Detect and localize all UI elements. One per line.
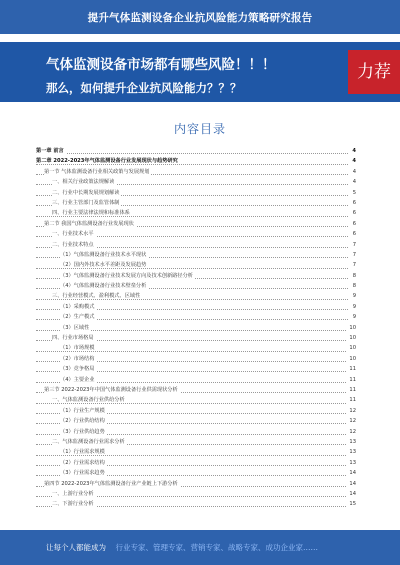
- toc-entry-text: （1）行业需求规模: [60, 449, 105, 456]
- toc-entry-text: （3）竞争格局: [60, 366, 95, 373]
- toc-entry-text: 第一章 前言: [36, 148, 64, 154]
- toc-page-number: 13: [347, 437, 356, 447]
- report-title: 提升气体监测设备企业抗风险能力策略研究报告: [87, 12, 313, 24]
- toc-page-number: 8: [351, 271, 356, 281]
- toc-page-number: 9: [351, 291, 356, 301]
- recommend-badge: 力荐: [348, 50, 400, 94]
- banner-headline: 气体监测设备市场都有哪些风险！！！: [46, 57, 276, 73]
- toc-entry[interactable]: [36, 167, 356, 177]
- toc-page-number: 7: [351, 240, 356, 250]
- toc-page-number: 9: [351, 312, 356, 322]
- toc-entry[interactable]: [36, 427, 356, 437]
- toc-entry-text: （1）采购模式: [60, 303, 95, 310]
- toc-page-number: 6: [351, 229, 356, 239]
- toc-entry-text: （1）行业生产规模: [60, 407, 105, 414]
- header-separator: [0, 34, 400, 42]
- toc-entry-text: （2）国内外技术水平差距及发展趋势: [60, 262, 147, 269]
- toc-entry[interactable]: [36, 447, 356, 457]
- toc-entry[interactable]: [36, 240, 356, 250]
- toc-entry[interactable]: [36, 156, 356, 166]
- toc-page-number: 7: [351, 250, 356, 260]
- toc-page-number: 11: [347, 364, 356, 374]
- toc-entry-text: （1）市场规模: [60, 345, 95, 352]
- toc-page-number: 15: [347, 499, 356, 509]
- toc-entry[interactable]: [36, 375, 356, 385]
- toc-entry[interactable]: [36, 250, 356, 260]
- toc-entry[interactable]: [36, 291, 356, 301]
- toc-entry[interactable]: [36, 458, 356, 468]
- header-bar: [0, 0, 400, 34]
- toc-entry[interactable]: [36, 437, 356, 447]
- banner-subheadline: 那么，如何提升企业抗风险能力？？？: [46, 81, 242, 95]
- toc-entry[interactable]: [36, 468, 356, 478]
- toc-entry-text: （3）行业需求趋势: [60, 470, 105, 477]
- toc-entry[interactable]: [36, 188, 356, 198]
- toc-entry[interactable]: [36, 302, 356, 312]
- toc-entry-text: 一、行业技术水平: [52, 231, 94, 238]
- toc-page-number: 11: [347, 385, 356, 395]
- toc-entry[interactable]: [36, 364, 356, 374]
- toc-page-number: 11: [347, 375, 356, 385]
- toc-entry-text: （2）行业供给结构: [60, 418, 105, 425]
- toc-page-number: 8: [351, 281, 356, 291]
- toc-entry-text: 三、行业经营模式、盈利模式、区域性: [52, 293, 141, 300]
- toc-entry-text: 三、行业主管部门及监管体制: [52, 199, 120, 206]
- toc-entry[interactable]: [36, 229, 356, 239]
- toc-entry-text: （4）气体监测设备行业技术壁垒分析: [60, 283, 147, 290]
- toc-page-number: 12: [347, 416, 356, 426]
- toc-entry[interactable]: [36, 499, 356, 509]
- toc-entry[interactable]: [36, 479, 356, 489]
- toc-page-number: 7: [351, 260, 356, 270]
- toc-entry[interactable]: [36, 198, 356, 208]
- toc-entry-text: （2）行业需求结构: [60, 459, 105, 466]
- toc-page-number: 4: [350, 156, 356, 166]
- toc-entry-text: 四、行业市场格局: [52, 335, 94, 342]
- toc-leader-dots: [36, 153, 348, 154]
- toc-entry-text: 四、行业主要法律法规和标准体系: [52, 210, 130, 217]
- toc-page-number: 10: [347, 333, 356, 343]
- toc-entry-text: （2）市场结构: [60, 355, 95, 362]
- toc-page-number: 13: [347, 447, 356, 457]
- toc-page-number: 14: [347, 479, 356, 489]
- toc-entry[interactable]: [36, 312, 356, 322]
- toc-page-number: 14: [347, 489, 356, 499]
- toc-page-number: 6: [351, 198, 356, 208]
- toc-entry-text: 一、上游行业分析: [52, 490, 94, 497]
- toc-page-number: 6: [351, 219, 356, 229]
- table-of-contents: [36, 146, 356, 510]
- toc-entry[interactable]: [36, 489, 356, 499]
- toc-entry-text: 第一节 气体监测设备行业相关政策与发展规划: [44, 168, 150, 175]
- toc-entry[interactable]: [36, 333, 356, 343]
- toc-entry-text: 二、下游行业分析: [52, 501, 94, 508]
- toc-entry[interactable]: [36, 354, 356, 364]
- toc-entry[interactable]: [36, 260, 356, 270]
- toc-entry-text: 第二章 2022-2023年气体监测设备行业发展现状与趋势研究: [36, 158, 178, 165]
- toc-page-number: 5: [351, 188, 356, 198]
- toc-page-number: 12: [347, 406, 356, 416]
- toc-page-number: 12: [347, 427, 356, 437]
- toc-entry[interactable]: [36, 271, 356, 281]
- toc-entry[interactable]: [36, 416, 356, 426]
- toc-entry-text: 第四节 2022-2023年气体监测设备行业产业链上下游分析: [44, 480, 178, 487]
- toc-entry-text: 一、气体监测设备行业供给分析: [52, 397, 125, 404]
- toc-page-number: 9: [351, 302, 356, 312]
- toc-entry[interactable]: [36, 146, 356, 156]
- toc-entry[interactable]: [36, 281, 356, 291]
- toc-page-number: 6: [351, 208, 356, 218]
- toc-page-number: 4: [350, 146, 356, 156]
- toc-entry-text: （3）区域性: [60, 324, 90, 331]
- footer-roles: 行业专家、管理专家、营销专家、战略专家、成功企业家……: [115, 543, 319, 552]
- toc-page-number: 11: [347, 395, 356, 405]
- toc-entry-text: 第二节 我国气体监测设备行业发展现状: [44, 220, 134, 227]
- footer-lead: 让每个人都能成为: [46, 543, 106, 552]
- toc-entry-text: （3）行业供给趋势: [60, 428, 105, 435]
- toc-page-number: 14: [347, 468, 356, 478]
- toc-entry[interactable]: [36, 406, 356, 416]
- toc-entry-text: 二、气体监测设备行业需求分析: [52, 438, 125, 445]
- toc-page-number: 4: [351, 177, 356, 187]
- toc-page-number: 10: [347, 323, 356, 333]
- toc-entry[interactable]: [36, 208, 356, 218]
- toc-entry[interactable]: [36, 177, 356, 187]
- toc-page-number: 4: [351, 167, 356, 177]
- toc-entry[interactable]: [36, 343, 356, 353]
- toc-entry[interactable]: [36, 219, 356, 229]
- toc-page-number: 10: [347, 343, 356, 353]
- toc-entry[interactable]: [36, 385, 356, 395]
- toc-entry-text: （1）气体监测设备行业技术水平现状: [60, 251, 147, 258]
- toc-entry-text: （3）气体监测设备行业技术发展方向及技术创新路径分析: [60, 272, 193, 279]
- toc-entry-text: （2）生产模式: [60, 314, 95, 321]
- footer-bar: [0, 530, 400, 565]
- toc-entry-text: 二、行业中长期发展规划解读: [52, 189, 120, 196]
- toc-entry-text: （4）主要企业: [60, 376, 95, 383]
- toc-entry[interactable]: [36, 395, 356, 405]
- toc-entry-text: 第三节 2022-2023年中国气体监测设备行业供需现状分析: [44, 386, 178, 393]
- toc-entry-text: 一、相关行业政策法规解读: [52, 179, 115, 186]
- footer-slogan: [46, 542, 318, 553]
- toc-entry[interactable]: [36, 323, 356, 333]
- toc-entry-text: 二、行业技术特点: [52, 241, 94, 248]
- toc-page-number: 10: [347, 354, 356, 364]
- toc-title: 内容目录: [173, 122, 226, 136]
- toc-page-number: 13: [347, 458, 356, 468]
